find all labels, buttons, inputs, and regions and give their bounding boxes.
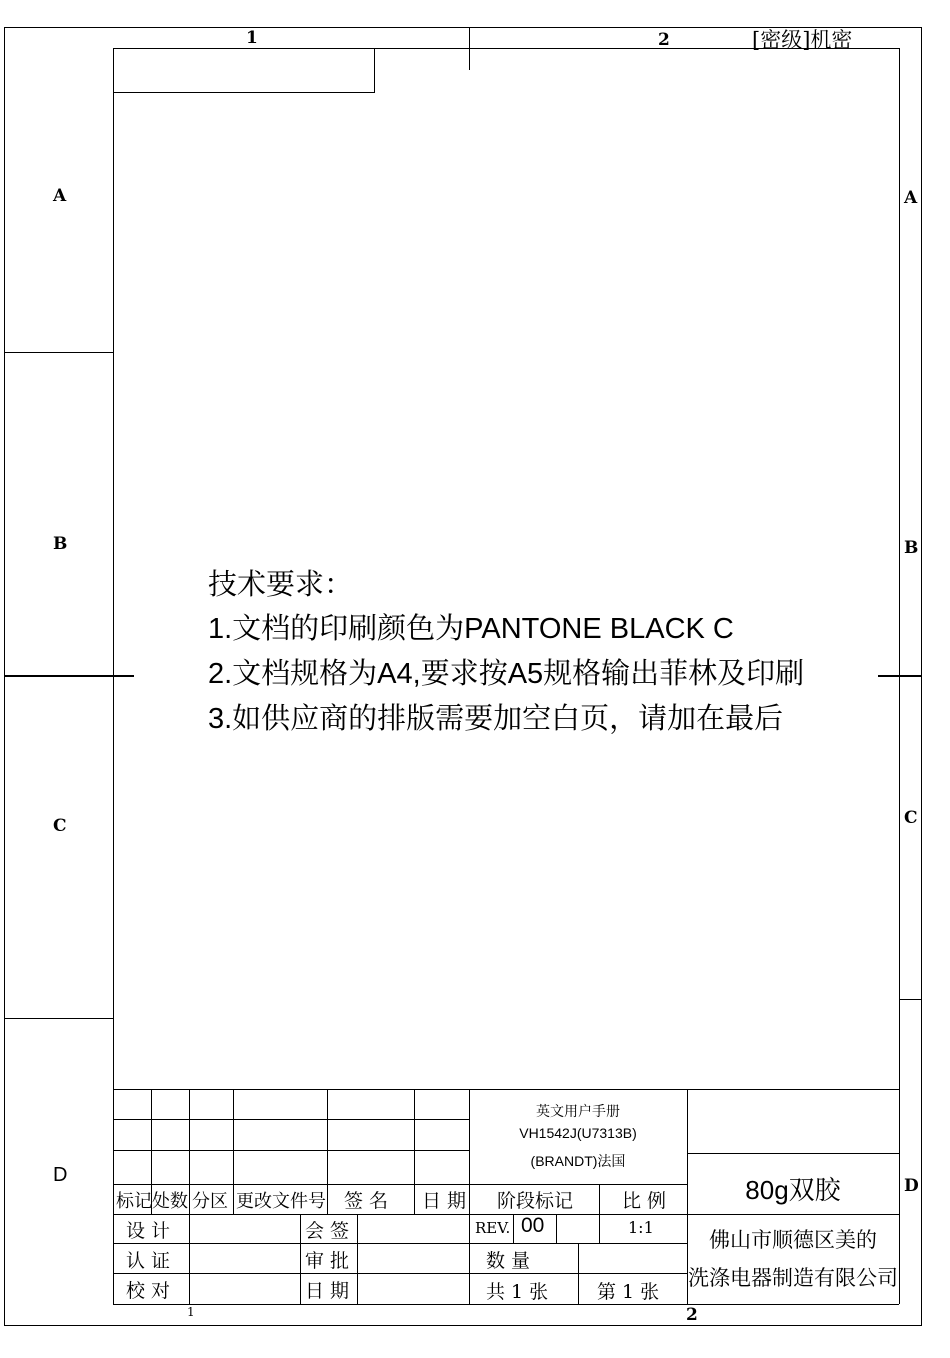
tb-company-line2: 洗涤电器制造有限公司 [688,1266,898,1290]
tb-line-r6 [113,1243,687,1244]
zone-bottom-1: 1 [187,1305,195,1319]
tb-label-certify: 认 证 [126,1250,171,1272]
tb-line-right-mid [687,1153,899,1154]
zone-right-a: A [904,188,918,208]
left-zone-divider-ab [4,352,113,353]
tb-label-countersign: 会 签 [305,1220,350,1242]
tb-label-rev: REV. [475,1219,511,1237]
tb-vline-scale [599,1184,600,1243]
tb-header-change-doc: 更改文件号 [236,1191,326,1212]
tb-label-design: 设 计 [126,1220,171,1242]
tb-label-check: 校 对 [126,1280,171,1302]
tb-vline-rev [513,1214,514,1243]
tb-header-signature: 签 名 [344,1190,389,1212]
requirement-item-2: 2.文档规格为A4,要求按A5规格输出菲林及印刷 [208,658,805,690]
tb-header-zone: 分区 [192,1191,228,1212]
tb-doc-line1: 英文用户手册 [536,1103,620,1119]
requirement-item-1: 1.文档的印刷颜色为PANTONE BLACK C [208,613,734,645]
tb-label-quantity: 数 量 [486,1250,531,1272]
zone-right-b: B [904,538,919,558]
requirements-heading: 技术要求： [208,569,354,601]
tb-vline-8 [469,1089,470,1304]
zone-top-2: 2 [658,30,670,50]
tb-header-count: 处数 [152,1191,188,1212]
tb-vline-sheets [578,1243,579,1304]
zone-left-a: A [53,186,67,206]
tb-doc-line3: (BRANDT)法国 [530,1153,626,1169]
tb-value-scale: 1:1 [628,1218,654,1237]
tb-line-r2 [113,1119,469,1120]
left-zone-divider-cd [4,1018,113,1019]
tb-line-top [113,1089,899,1090]
zone-right-c: C [904,808,918,828]
tb-label-approve: 审 批 [305,1250,350,1272]
tb-vline-rev2 [556,1214,557,1243]
classification-label: [密级]机密 [752,28,853,52]
corner-box-bottom [113,92,375,93]
tb-line-r3 [113,1150,469,1151]
zone-top-1: 1 [246,28,258,48]
tb-vline-2 [189,1089,190,1304]
tb-header-mark: 标记 [116,1191,152,1212]
tb-line-r5 [113,1214,899,1215]
tb-company-line1: 佛山市顺德区美的 [709,1228,877,1252]
tb-vline-7 [414,1089,415,1214]
zone-right-d: D [904,1176,919,1196]
tb-line-r4 [113,1184,469,1185]
corner-box-right [374,48,375,92]
zone-left-b: B [53,534,68,554]
tb-line-mid [469,1184,687,1185]
requirement-item-3: 3.如供应商的排版需要加空白页，请加在最后 [208,703,784,735]
tb-line-r7 [113,1273,687,1274]
tb-material: 80g双胶 [745,1175,841,1205]
zone-bottom-2: 2 [686,1305,698,1325]
top-zone-divider [469,27,470,70]
right-zone-center-mark [878,675,922,677]
tb-vline-4 [300,1214,301,1304]
tb-label-total-sheets: 共 1 张 [486,1281,549,1303]
tb-value-rev: 00 [521,1214,545,1237]
tb-header-stage-mark: 阶段标记 [497,1190,574,1212]
inner-frame-bottom [113,1304,899,1305]
tb-label-date: 日 期 [305,1280,350,1302]
tb-doc-line2: VH1542J(U7313B) [519,1125,637,1141]
tb-vline-6 [357,1214,358,1304]
tb-vline-5 [327,1089,328,1214]
tb-label-sheet-no: 第 1 张 [597,1281,660,1303]
tb-vline-3 [233,1089,234,1214]
outer-frame-bottom [4,1325,922,1326]
tb-header-date: 日 期 [422,1190,467,1212]
zone-left-c: C [53,816,67,836]
tb-header-scale: 比 例 [622,1190,667,1212]
zone-left-d: D [53,1164,68,1186]
left-zone-center-mark [4,675,134,677]
right-zone-divider-cd [899,999,922,1000]
